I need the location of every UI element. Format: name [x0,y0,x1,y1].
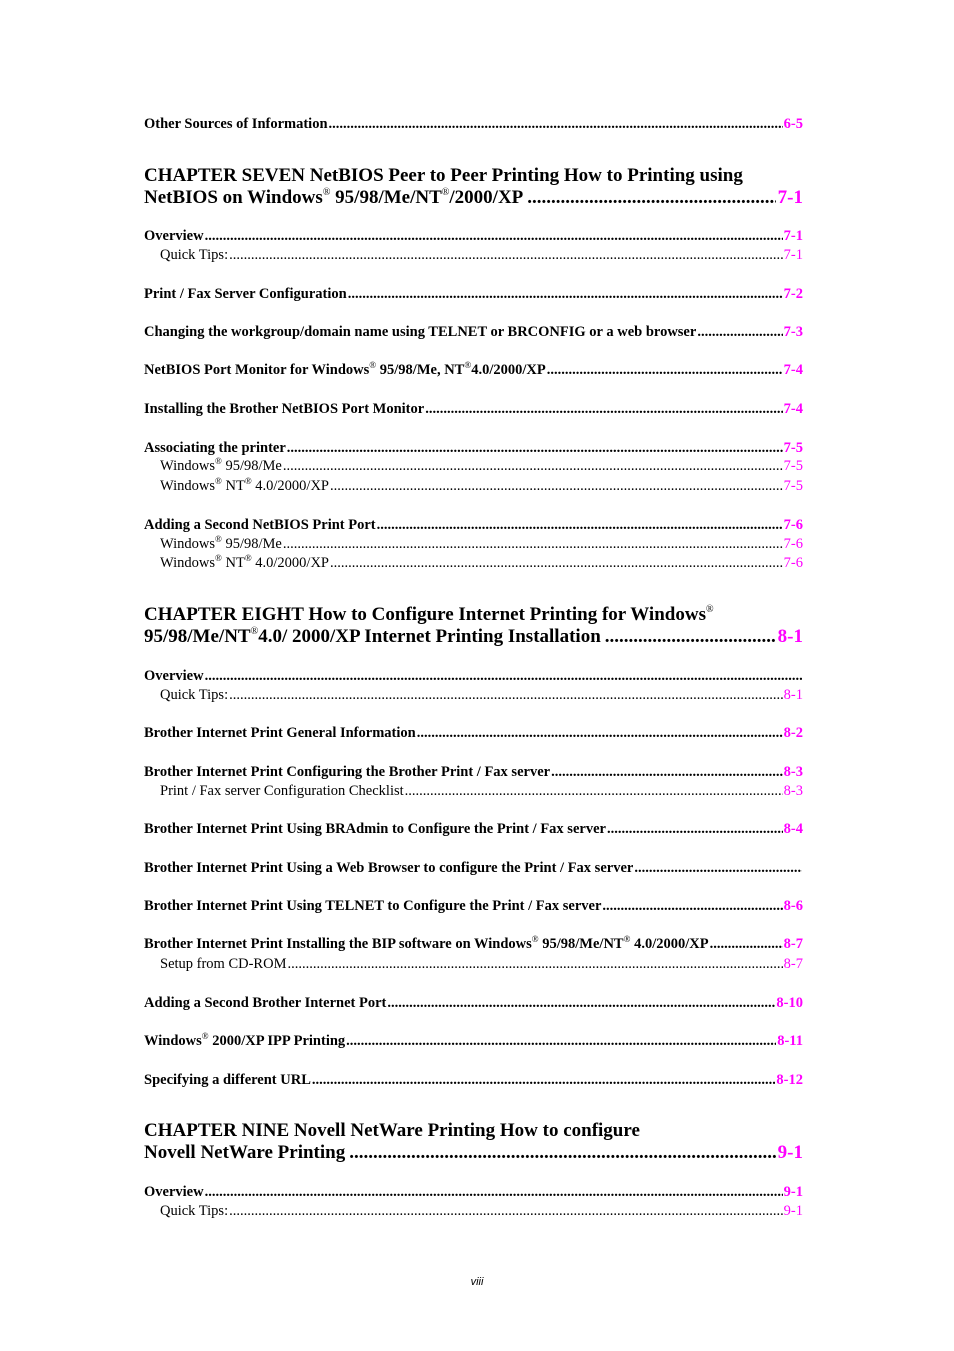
entry-title [144,286,347,303]
chapter-title-line2 [144,187,803,209]
chapter-title-text: CHAPTER NINE Novell NetWare Printing How to configure [144,1120,640,1141]
entry-title-text: Overview [144,228,204,244]
toc-section-entry[interactable] [144,821,803,838]
entry-title [144,401,424,418]
toc-section-entry[interactable] [144,668,803,685]
entry-title [160,956,286,973]
dot-leader [229,687,783,704]
entry-title-text: Overview [144,668,204,684]
toc-subsection-entry[interactable] [144,1203,803,1220]
toc-subsection-entry[interactable] [144,247,803,264]
registered-mark: ® [244,476,252,486]
entry-title-text: Adding a Second Brother Internet Port [144,995,387,1011]
toc-section-entry[interactable] [144,725,803,742]
entry-title [144,1033,345,1050]
chapter-title-part: /2000/XP [449,187,524,208]
chapter-heading[interactable] [144,165,803,209]
toc-subsection-entry[interactable] [144,536,803,553]
registered-mark: ® [244,553,252,563]
toc-section-entry[interactable] [144,898,803,915]
dot-leader [229,1203,783,1220]
toc-section-entry[interactable] [144,228,803,245]
entry-title-part: Windows [160,478,215,494]
page-number: 7-3 [783,324,803,340]
dot-leader [205,1184,783,1201]
registered-mark: ® [464,360,472,370]
page-number: 9-1 [783,1203,803,1219]
entry-title-text: Associating the printer [144,440,286,456]
page-number: 8-4 [783,821,803,837]
entry-title [144,362,546,379]
page-number: 7-6 [783,517,803,533]
entry-title-text: Brother Internet Print General Information [144,725,416,741]
page-number: 8-2 [783,725,803,741]
toc-subsection-entry[interactable] [144,555,803,572]
chapter-title-part: NetBIOS on Windows [144,187,323,208]
page-number: 7-5 [783,478,803,494]
toc-section-entry[interactable] [144,1072,803,1089]
page-number: 7-2 [783,286,803,302]
entry-title-part: Brother Internet Print Installing the BIP software on Windows [144,936,532,952]
registered-mark: ® [531,934,539,944]
entry-title-text: Print / Fax Server Configuration [144,286,347,302]
dot-leader [377,517,783,534]
dot-leader [205,228,783,245]
page-number: 7-1 [783,247,803,263]
registered-mark: ® [322,187,331,198]
entry-title-text: Quick Tips: [160,687,229,703]
entry-title-text: Other Sources of Information [144,116,328,132]
page-number: 8-1 [783,687,803,703]
toc-section-entry[interactable] [144,1033,803,1050]
page-number: 7-1 [777,187,803,208]
entry-title-text: Installing the Brother NetBIOS Port Monitor [144,401,425,417]
toc-subsection-entry[interactable] [144,956,803,973]
dot-leader [329,116,783,133]
page-number: 9-1 [783,1184,803,1200]
page-number: 8-10 [776,995,803,1011]
toc-section-entry[interactable] [144,936,803,953]
registered-mark: ® [215,553,222,563]
entry-title [144,936,709,953]
entry-title-part: NetBIOS Port Monitor for Windows [144,362,370,378]
dot-leader [349,1142,775,1164]
page-number: 8-3 [783,764,803,780]
entry-title-part: 95/98/Me [221,536,282,552]
entry-title [144,440,286,457]
entry-title-part: 95/98/Me, NT [376,362,465,378]
toc-subsection-entry[interactable] [144,687,803,704]
page-number: 6-5 [783,116,803,132]
page-number: 9-1 [777,1142,803,1163]
dot-leader [602,898,782,915]
dot-leader [287,956,782,973]
dot-leader [348,286,783,303]
page-number: 8-12 [776,1072,803,1088]
registered-mark: ® [369,360,377,370]
entry-title-part: Windows [144,1033,202,1049]
entry-title [160,687,228,704]
entry-title-text: Brother Internet Print Using BRAdmin to Configure the Print / Fax server [144,821,606,837]
page-number: 7-1 [783,228,803,244]
entry-title-text: Print / Fax server Configuration Checklist [160,783,404,799]
entry-title-part: Windows [160,458,215,474]
entry-title-text: Brother Internet Print Using TELNET to Configure the Print / Fax server [144,898,602,914]
entry-title-text: Brother Internet Print Configuring the Brother Print / Fax server [144,764,551,780]
toc-subsection-entry[interactable] [144,783,803,800]
entry-title [144,995,386,1012]
dot-leader [330,555,783,572]
registered-mark: ® [201,1031,209,1041]
toc-section-entry[interactable] [144,995,803,1012]
entry-title [144,668,204,685]
chapter-title-text [144,626,601,648]
chapter-title-line2 [144,1142,803,1164]
entry-title-part: 4.0/2000/XP [251,478,329,494]
chapter-title-part: Novell NetWare Printing [144,1142,346,1163]
entry-title-text: Adding a Second NetBIOS Print Port [144,517,376,533]
dot-leader [283,536,783,553]
page-number: 7-5 [783,458,803,474]
entry-title-text: Specifying a different URL [144,1072,311,1088]
entry-title-text: Overview [144,1184,204,1200]
entry-title-part: NT [221,478,245,494]
dot-leader [607,821,783,838]
entry-title [144,116,328,133]
entry-title [160,536,282,553]
chapter-title-part: 95/98/Me/NT [144,626,251,647]
chapter-title-line1 [144,1120,803,1142]
entry-title [144,898,601,915]
dot-leader [287,440,783,457]
dot-leader [205,668,802,685]
chapter-title-line1 [144,604,803,626]
entry-title-text: Setup from CD-ROM [160,956,287,972]
chapter-title-line1 [144,165,803,187]
page-number: 8-3 [783,783,803,799]
entry-title [160,783,404,800]
dot-leader [312,1072,776,1089]
entry-title-text: Quick Tips: [160,247,229,263]
registered-mark: ® [705,604,714,615]
toc-section-entry[interactable] [144,517,803,534]
entry-title-part: 2000/XP IPP Printing [208,1033,346,1049]
entry-title-part: 4.0/2000/XP [471,362,546,378]
toc-section-entry[interactable] [144,286,803,303]
entry-title-part: 4.0/2000/XP [630,936,709,952]
chapter-title-part: 95/98/Me/NT [330,187,442,208]
dot-leader [229,247,783,264]
toc-section-entry[interactable] [144,440,803,457]
dot-leader [605,626,776,648]
page-number: 8-11 [777,1033,803,1049]
entry-title [144,517,376,534]
chapter-heading[interactable] [144,1120,803,1164]
chapter-title-text [144,187,523,209]
toc-subsection-entry[interactable] [144,478,803,495]
chapter-title-part: 4.0/ 2000/XP Internet Printing Installation [258,626,601,647]
toc-section-entry[interactable] [144,362,803,379]
entry-title-part: Windows [160,536,215,552]
page-number: 7-5 [783,440,803,456]
dot-leader [710,936,783,953]
dot-leader [405,783,783,800]
toc-section-entry[interactable] [144,1184,803,1201]
toc-subsection-entry[interactable] [144,458,803,475]
dot-leader [330,478,783,495]
dot-leader [346,1033,776,1050]
entry-title-part: NT [221,555,245,571]
chapter-title-text: CHAPTER EIGHT How to Configure Internet Printing for Windows [144,604,706,625]
registered-mark: ® [250,626,259,637]
entry-title-text: Changing the workgroup/domain name using TELNET or BRCONFIG or a web browser [144,324,697,340]
chapter-heading[interactable] [144,604,803,648]
entry-title [144,1072,311,1089]
registered-mark: ® [215,456,222,466]
chapter-title-text [144,1142,345,1164]
page-number: 7-4 [783,362,803,378]
chapter-title-line2 [144,626,803,648]
dot-leader [547,362,783,379]
page-number: 7-4 [783,401,803,417]
toc-section-entry[interactable] [144,324,803,341]
entry-title-part: 95/98/Me/NT [538,936,624,952]
dot-leader [697,324,782,341]
entry-title [144,1184,204,1201]
page-number-footer: viii [470,1276,484,1288]
registered-mark: ® [215,534,222,544]
entry-title [144,821,606,838]
page-number: 8-7 [783,956,803,972]
entry-title-text: Quick Tips: [160,1203,229,1219]
page-number: 7-6 [783,536,803,552]
entry-title [144,860,633,877]
page-number: 8-7 [783,936,803,952]
entry-title [160,478,329,495]
entry-title [160,555,329,572]
entry-title [160,458,282,475]
dot-leader [417,725,783,742]
page-number: 8-6 [783,898,803,914]
toc-section-entry[interactable] [144,860,803,877]
registered-mark: ® [441,187,450,198]
entry-title-part: 95/98/Me [221,458,282,474]
registered-mark: ® [623,934,631,944]
dot-leader [551,764,783,781]
dot-leader [425,401,782,418]
chapter-title-text: CHAPTER SEVEN NetBIOS Peer to Peer Printing How to Printing using [144,165,743,186]
entry-title-text: Brother Internet Print Using a Web Browser to configure the Print / Fax server [144,860,634,876]
entry-title-part: 4.0/2000/XP [251,555,329,571]
dot-leader [283,458,783,475]
registered-mark: ® [215,476,222,486]
toc-section-entry[interactable] [144,764,803,781]
dot-leader [634,860,802,877]
entry-title [144,725,416,742]
page-number: 8-1 [777,626,803,647]
dot-leader [387,995,775,1012]
page-number: 7-6 [783,555,803,571]
entry-title [144,764,550,781]
entry-title [160,247,228,264]
entry-title-part: Windows [160,555,215,571]
dot-leader [527,187,775,209]
entry-title [144,324,696,341]
toc-section-entry[interactable] [144,116,803,133]
entry-title [144,228,204,245]
entry-title [160,1203,228,1220]
toc-section-entry[interactable] [144,401,803,418]
